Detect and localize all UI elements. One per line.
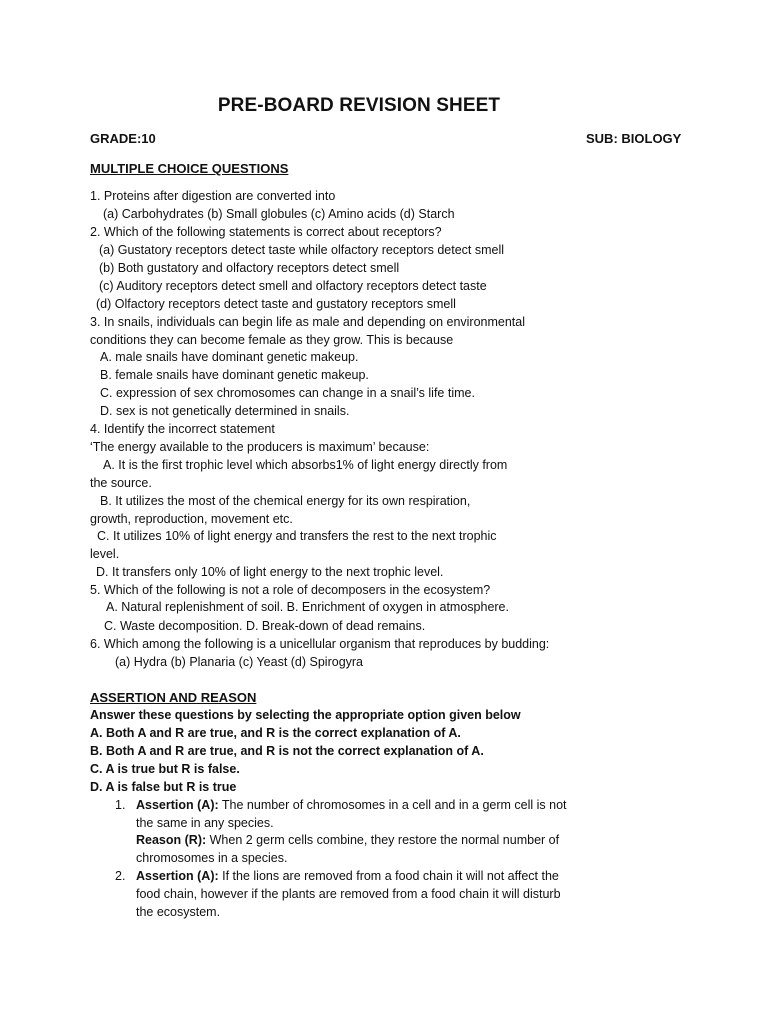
mcq-line: A. Natural replenishment of soil. B. Enrichment of oxygen in atmosphere. <box>106 600 509 614</box>
mcq-line: B. It utilizes the most of the chemical energy for its own respiration, <box>100 494 471 508</box>
mcq-line: the source. <box>90 476 152 490</box>
mcq-line: conditions they can become female as they grow. This is because <box>90 333 454 347</box>
assertion-text: the same in any species. <box>136 816 274 830</box>
mcq-heading: MULTIPLE CHOICE QUESTIONS <box>90 161 289 176</box>
assertion-text: the ecosystem. <box>136 905 221 919</box>
mcq-line: ‘The energy available to the producers is maximum’ because: <box>90 440 430 454</box>
assertion-text: food chain, however if the plants are removed from a food chain it will disturb <box>136 887 561 901</box>
assertion-text: The number of chromosomes in a cell and in a germ cell is not <box>218 798 567 812</box>
assertion-option: B. Both A and R are true, and R is not the correct explanation of A. <box>90 744 484 758</box>
assertion-item <box>136 798 567 812</box>
assertion-option: D. A is false but R is true <box>90 780 237 794</box>
assertion-label: Assertion (A): <box>136 869 219 883</box>
mcq-line: C. It utilizes 10% of light energy and transfers the rest to the next trophic <box>97 529 497 543</box>
mcq-line: A. It is the first trophic level which absorbs1% of light energy directly from <box>103 458 508 472</box>
subject-label: SUB: BIOLOGY <box>586 131 682 146</box>
mcq-line: C. Waste decomposition. D. Break-down of dead remains. <box>104 619 426 633</box>
mcq-line: 3. In snails, individuals can begin life as male and depending on environmental <box>90 315 526 329</box>
assertion-instruction: Answer these questions by selecting the appropriate option given below <box>90 708 521 722</box>
mcq-line: D. It transfers only 10% of light energy to the next trophic level. <box>96 565 444 579</box>
reason-item <box>136 833 559 847</box>
assertion-option: C. A is true but R is false. <box>90 762 240 776</box>
mcq-line: 1. Proteins after digestion are converted into <box>90 189 336 203</box>
assertion-text: If the lions are removed from a food chain it will not affect the <box>218 869 559 883</box>
mcq-line: 2. Which of the following statements is correct about receptors? <box>90 225 442 239</box>
page-title: PRE-BOARD REVISION SHEET <box>217 95 501 116</box>
mcq-line: level. <box>90 547 120 561</box>
mcq-line: (d) Olfactory receptors detect taste and gustatory receptors smell <box>96 297 456 311</box>
assertion-heading: ASSERTION AND REASON <box>90 690 257 705</box>
mcq-line: (a) Gustatory receptors detect taste while olfactory receptors detect smell <box>99 243 505 257</box>
assertion-label: Assertion (A): <box>136 798 219 812</box>
assertion-item-number: 2. <box>115 869 126 883</box>
mcq-line: (a) Carbohydrates (b) Small globules (c) Amino acids (d) Starch <box>103 207 455 221</box>
reason-label: Reason (R): <box>136 833 207 847</box>
mcq-line: A. male snails have dominant genetic makeup. <box>100 350 359 364</box>
mcq-line: 5. Which of the following is not a role of decomposers in the ecosystem? <box>90 583 491 597</box>
mcq-line: growth, reproduction, movement etc. <box>90 512 293 526</box>
assertion-option: A. Both A and R are true, and R is the correct explanation of A. <box>90 726 461 740</box>
mcq-line: 4. Identify the incorrect statement <box>90 422 275 436</box>
mcq-line: 6. Which among the following is a unicellular organism that reproduces by budding: <box>90 637 550 651</box>
mcq-line: (c) Auditory receptors detect smell and olfactory receptors detect taste <box>99 279 487 293</box>
grade-label: GRADE:10 <box>90 131 156 146</box>
reason-text: When 2 germ cells combine, they restore the normal number of <box>206 833 560 847</box>
mcq-line: D. sex is not genetically determined in snails. <box>100 404 350 418</box>
mcq-line: (a) Hydra (b) Planaria (c) Yeast (d) Spirogyra <box>115 655 364 669</box>
mcq-line: B. female snails have dominant genetic makeup. <box>100 368 369 382</box>
reason-text: chromosomes in a species. <box>136 851 288 865</box>
assertion-item <box>136 869 559 883</box>
mcq-line: (b) Both gustatory and olfactory receptors detect smell <box>99 261 400 275</box>
assertion-item-number: 1. <box>115 798 126 812</box>
mcq-line: C. expression of sex chromosomes can change in a snail’s life time. <box>100 386 475 400</box>
